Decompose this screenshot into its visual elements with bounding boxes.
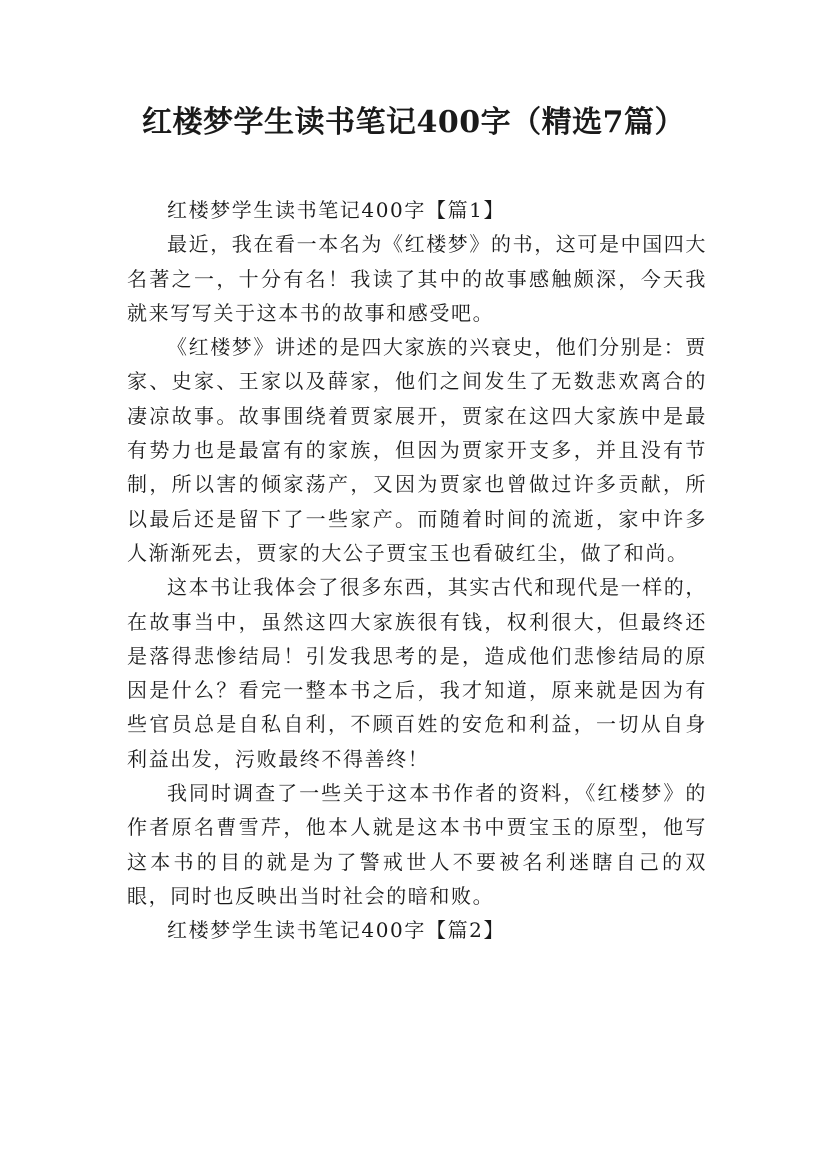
paragraph-3: 这本书让我体会了很多东西，其实古代和现代是一样的，在故事当中，虽然这四大家族很有钱，权利很大，但最终还是落得悲惨结局！引发我思考的是，造成他们悲惨结局的原因是什么？看完一整本书之后，我才知道，原来就是因为有些官员总是自私自利，不顾百姓的安危和利益，一切从自身利益出发，污败最终不得善终！ xyxy=(127,575,707,771)
section-heading-1: 红楼梦学生读书笔记400字【篇1】 xyxy=(167,198,506,222)
document-body xyxy=(127,193,707,948)
paragraph-4: 我同时调查了一些关于这本书作者的资料，《红楼梦》的作者原名曹雪芹，他本人就是这本书中贾宝玉的原型，他写这本书的目的就是为了警戒世人不要被名利迷瞎自己的双眼，同时也反映出当时社会的暗和败。 xyxy=(127,781,707,908)
section-heading-2: 红楼梦学生读书笔记400字【篇2】 xyxy=(167,918,506,943)
paragraph-1: 最近，我在看一本名为《红楼梦》的书，这可是中国四大名著之一，十分有名！我读了其中的故事感触颇深，今天我就来写写关于这本书的故事和感受吧。 xyxy=(127,232,707,325)
paragraph-2: 《红楼梦》讲述的是四大家族的兴衰史，他们分别是：贾家、史家、王家以及薛家，他们之间发生了无数悲欢离合的凄凉故事。故事围绕着贾家展开，贾家在这四大家族中是最有势力也是最富有的家族，但因为贾家开支多，并且没有节制，所以害的倾家荡产，又因为贾家也曾做过许多贡献，所以最后还是留下了一些家产。而随着时间的流逝，家中许多人渐渐死去，贾家的大公子贾宝玉也看破红尘，做了和尚。 xyxy=(127,335,707,565)
document-title: 红楼梦学生读书笔记400字（精选7篇） xyxy=(142,105,685,140)
